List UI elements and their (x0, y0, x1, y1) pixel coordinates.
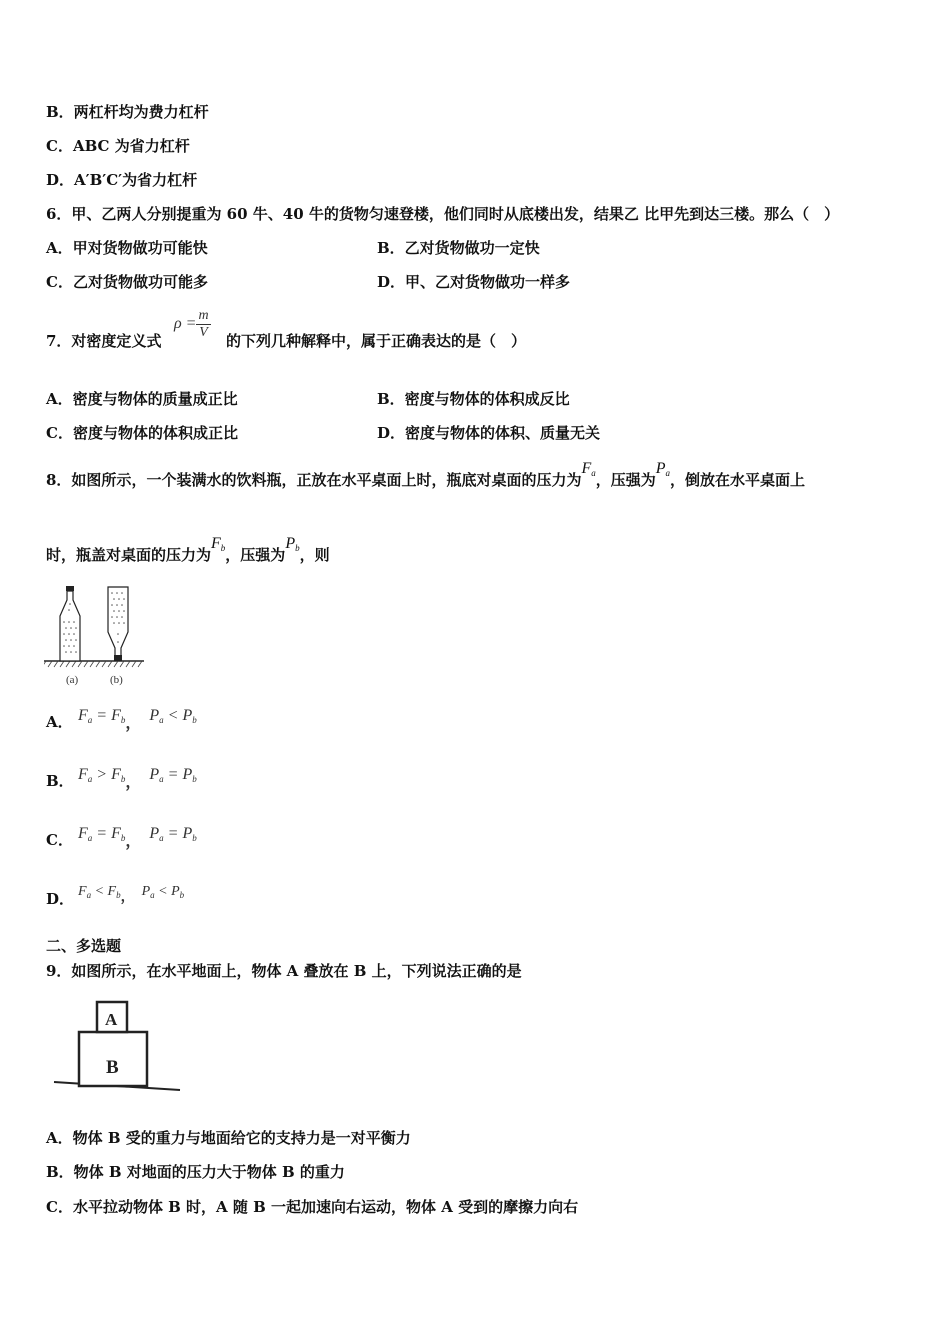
bottles-figure (44, 584, 148, 688)
q8-option-c-expr: $F_a = F_b$， $P_a = P_b$ (78, 825, 197, 850)
q9-option-b: B．物体 B 对地面的压力大于物体 B 的重力 (46, 1163, 345, 1181)
q9-option-a: A．物体 B 受的重力与地面给它的支持力是一对平衡力 (46, 1129, 411, 1147)
q6-stem: 6．甲、乙两人分别提重为 60 牛、40 牛的货物匀速登楼，他们同时从底楼出发，结果乙 比甲先到达三楼。那么（ ） (46, 205, 840, 223)
q8-stem-line2: 时，瓶盖对桌面的压力为$F_b$，压强为$P_b$，则 (46, 535, 330, 564)
q9-stem: 9．如图所示，在水平地面上，物体 A 叠放在 B 上，下列说法正确的是 (46, 962, 522, 980)
fig-label-a: (a) (66, 674, 79, 686)
block-b-label: B (106, 1057, 119, 1078)
fig-label-b: (b) (110, 674, 123, 686)
q6-option-a: A．甲对货物做功可能快 (46, 239, 208, 257)
formula-numerator: m (198, 308, 209, 323)
q9-option-c: C．水平拉动物体 B 时，A 随 B 一起加速向右运动，物体 A 受到的摩擦力向右 (46, 1198, 579, 1216)
q8-option-d-label: D． (46, 890, 75, 908)
q6-option-d: D．甲、乙对货物做功一样多 (377, 273, 571, 291)
q8-option-c-label: C． (46, 831, 73, 849)
section-title: 二、多选题 (46, 937, 122, 955)
q6-option-c: C．乙对货物做功可能多 (46, 273, 208, 291)
pressure-b-symbol: $P_b$ (285, 535, 300, 553)
force-a-symbol: $F_a$ (581, 460, 596, 478)
q5-option-c: C．ABC 为省力杠杆 (46, 137, 190, 155)
q8-option-b-label: B． (46, 772, 74, 790)
q8-option-d-expr: $F_a < F_b$， $P_a < P_b$ (78, 884, 185, 905)
q8-option-a-label: A． (46, 713, 73, 731)
formula-denominator: V (199, 325, 208, 340)
q7-stem-suffix: 的下列几种解释中，属于正确表达的是（ ） (226, 332, 527, 350)
q6-option-b: B．乙对货物做功一定快 (377, 239, 540, 257)
q8-option-b-expr: $F_a > F_b$， $P_a = P_b$ (78, 766, 197, 791)
block-a-label: A (105, 1010, 118, 1029)
pressure-a-symbol: $P_a$ (655, 460, 671, 478)
q5-option-d: D．A′B′C′为省力杠杆 (46, 171, 198, 189)
force-b-symbol: $F_b$ (211, 535, 226, 553)
density-formula (174, 308, 211, 341)
q8-stem-line1: 8．如图所示，一个装满水的饮料瓶，正放在水平桌面上时，瓶底对桌面的压力为$F_a$，压强为$P_a$，倒放在水平桌面上 (46, 460, 806, 489)
q7-option-a: A．密度与物体的质量成正比 (46, 390, 238, 408)
bottle-a (60, 586, 80, 661)
q7-stem-prefix: 7．对密度定义式 (46, 332, 162, 350)
formula-lhs: ρ = (174, 315, 197, 333)
q5-option-b: B．两杠杆均为费力杠杆 (46, 103, 209, 121)
q8-option-a-expr: $F_a = F_b$， $P_a < P_b$ (78, 707, 197, 732)
stacked-blocks-figure (52, 998, 186, 1094)
q7-option-d: D．密度与物体的体积、质量无关 (377, 424, 601, 442)
bottle-b (108, 587, 128, 661)
q7-option-b: B．密度与物体的体积成反比 (377, 390, 570, 408)
q7-option-c: C．密度与物体的体积成正比 (46, 424, 238, 442)
